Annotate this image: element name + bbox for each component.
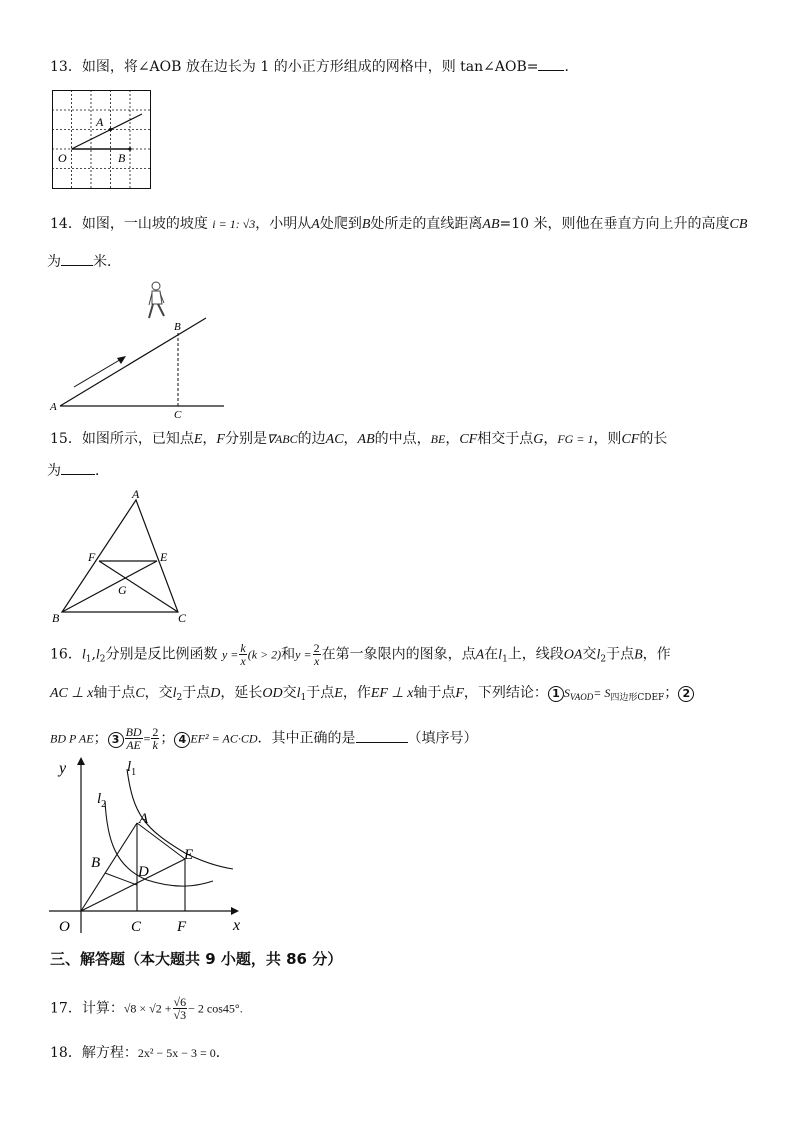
q15-answer-blank xyxy=(61,462,95,475)
q16-t6: 于点 xyxy=(606,646,635,663)
q17-expr1: √8 × √2 + xyxy=(123,1001,172,1016)
q18-text xyxy=(50,1044,230,1062)
q16-l2i: 轴于点 xyxy=(413,685,456,701)
q16-oa: OA xyxy=(563,647,583,663)
q14-t4: 处所走的直线距离 xyxy=(370,216,483,232)
q13-label-b: B xyxy=(118,151,126,165)
q16-f1-frac: $\frac{k}{x}$ xyxy=(240,641,246,668)
q16-t1: 分别是反比例函数 xyxy=(105,646,218,663)
q16-s1sub: VAOD xyxy=(569,692,594,702)
q15-number: 15． xyxy=(50,431,82,447)
q15-tri: ∇ABC xyxy=(266,432,298,446)
q16-ratio-frac: $\frac{BD}{AE}$ xyxy=(125,725,142,752)
q14-answer-blank xyxy=(61,253,93,266)
q16-ef: EF ⊥ x xyxy=(370,686,414,701)
q13-label-a: A xyxy=(96,115,104,129)
q16-l2f: 交 xyxy=(282,685,297,701)
q16-l1: l xyxy=(81,647,86,663)
q14-t3: 处爬到 xyxy=(319,216,362,232)
q17-number: 17． xyxy=(50,1000,82,1017)
q16-label-l2: $l_2$ xyxy=(97,791,107,810)
q15-t1: 如图所示，已知点 xyxy=(81,431,194,447)
q15-cf: CF xyxy=(459,432,478,447)
q15-label-a: A xyxy=(132,487,140,501)
q13-label-o: O xyxy=(58,151,67,165)
q14-point-a: A xyxy=(311,217,320,232)
q16-and: 和 xyxy=(281,646,296,663)
q15-label-c: C xyxy=(178,611,187,625)
q15-be: BE xyxy=(430,432,446,446)
q16-ef2: EF² = AC·CD xyxy=(190,731,258,746)
q15-sep4: ， xyxy=(543,431,558,447)
q13-body: 如图，将∠AOB 放在边长为 1 的小正方形组成的网格中，则 tan∠AOB= xyxy=(81,59,539,75)
q16-l2j: ，下列结论： xyxy=(463,685,548,701)
q16-l2d: 于点 xyxy=(182,685,211,701)
q16-label-l1: $l_1$ xyxy=(127,759,137,778)
q16-curve-l2 xyxy=(105,801,213,886)
q15-post: ． xyxy=(95,463,109,479)
q16-text-line1: 16．$l_1,l_2$分别是反比例函数 y = $\frac{k}{x}$ (k > 2)和y = $\frac{2}{x}$ 在第一象限内的图象，点A在$l_1$上，线段OA交$l_2$于点B，作 xyxy=(50,641,671,668)
q16-semi1: ； xyxy=(664,685,679,701)
q16-label-c: C xyxy=(131,919,142,935)
q15-cf2: CF xyxy=(621,432,640,447)
q16-t2: 在第一象限内的图象，点 xyxy=(321,646,476,663)
q16-req: = xyxy=(143,731,151,746)
q13-answer-blank xyxy=(538,58,564,71)
q15-sep1: ， xyxy=(202,431,217,447)
q16-number: 16． xyxy=(50,646,82,663)
q16-l2: l xyxy=(95,647,100,663)
q16-l2b: 轴于点 xyxy=(93,685,136,701)
q15-ac: AC xyxy=(325,432,344,447)
q15-ab: AB xyxy=(357,432,375,447)
q16-s2sub: 四边形CDEF xyxy=(610,693,665,703)
q15-label-f: F xyxy=(88,550,96,564)
q14-t1: 如图，一山坡的坡度 xyxy=(81,216,208,232)
q16-label-x: x xyxy=(233,917,241,934)
q13-grid-figure xyxy=(52,90,152,190)
q16-s1: S xyxy=(563,686,570,700)
q14-t2: ，小明从 xyxy=(255,216,312,232)
q15-t3: 的边 xyxy=(297,431,326,447)
q14-slope: i = 1: √3 xyxy=(212,217,256,231)
q16-ratio2-frac: $\frac{2}{k}$ xyxy=(152,725,159,752)
q14-label-a: A xyxy=(50,401,57,413)
q14-point-b: B xyxy=(361,217,371,232)
q15-sep3: ， xyxy=(445,431,460,447)
q15-t7: 的长 xyxy=(639,431,668,447)
q16-text-line2: AC ⊥ x轴于点C，交$l_2$于点D，延长OD交$l_1$于点E，作EF ⊥ x轴于点F，下列结论： 1 $S_{VAOD}= S_{四边形CDEF}$； 2 xyxy=(50,684,694,707)
q16-label-d: D xyxy=(138,864,149,880)
q16-label-y: y xyxy=(59,760,67,777)
q14-slope-line xyxy=(60,318,206,406)
q13-ray-oa xyxy=(72,114,143,149)
q14-cb: CB xyxy=(729,217,748,232)
q16-label-a: A xyxy=(139,811,149,827)
circled-4-icon: 4 xyxy=(174,732,190,748)
q16-e: E xyxy=(334,686,343,701)
q16-l2c: ，交 xyxy=(144,685,173,701)
q16-text-line3 xyxy=(50,726,478,751)
q16-answer-blank xyxy=(356,730,408,743)
q16-f2-pre: y = xyxy=(295,647,312,662)
q16-a: A xyxy=(475,647,485,663)
q15-t2: 分别是 xyxy=(224,431,267,447)
circled-3-icon: 3 xyxy=(108,732,124,748)
q16-f: F xyxy=(455,686,464,701)
q16-od: OD xyxy=(262,686,283,701)
q15-f: F xyxy=(216,432,225,447)
q15-t4: 的中点， xyxy=(374,431,431,447)
q17-expr2: − 2 cos45° xyxy=(188,1001,240,1016)
q16-l2e: ，延长 xyxy=(220,685,263,701)
q14-post: 米． xyxy=(93,254,121,270)
q16-t3: 在 xyxy=(484,646,499,663)
q17-label: 计算： xyxy=(81,1000,124,1017)
walker-figure xyxy=(149,282,164,318)
q16-label-f: F xyxy=(177,919,187,935)
q15-pre: 为 xyxy=(47,463,61,479)
q16-t5: 交 xyxy=(582,646,597,663)
q16-l2g: 于点 xyxy=(306,685,335,701)
q13-text xyxy=(50,58,578,76)
q18-number: 18． xyxy=(50,1045,82,1061)
q16-c: C xyxy=(135,686,145,701)
q15-t6: ，则 xyxy=(593,431,622,447)
q16-graph-figure xyxy=(45,755,245,935)
q15-label-e: E xyxy=(160,550,168,564)
q16-l3c: （填序号） xyxy=(407,730,478,747)
q17-end: . xyxy=(239,1001,243,1016)
q17-frac: $\frac{√6}{√3}$ xyxy=(173,995,187,1022)
q16-f1-cond: (k > 2) xyxy=(247,647,282,662)
q15-sep2: ， xyxy=(343,431,358,447)
q18-label: 解方程： xyxy=(81,1045,138,1061)
q15-text-line1 xyxy=(50,430,667,449)
q15-g: G xyxy=(533,432,544,447)
q14-text-line1 xyxy=(50,215,747,234)
q16-label-e: E xyxy=(184,847,194,863)
q16-semi3: ； xyxy=(160,730,175,747)
q18-end: ． xyxy=(215,1045,230,1061)
q14-text-line2 xyxy=(47,253,121,271)
q14-t5: =10 米，则他在垂直方向上升的高度 xyxy=(499,216,730,232)
q16-label-o: O xyxy=(59,919,70,935)
q16-semi2: ； xyxy=(93,730,108,747)
q16-l3b: ．其中正确的是 xyxy=(257,730,356,747)
q16-t7: ，作 xyxy=(642,646,671,663)
q16-d: D xyxy=(210,686,221,701)
q14-pre: 为 xyxy=(47,254,61,270)
q14-slope-figure xyxy=(48,278,233,421)
q16-f2-frac: $\frac{2}{x}$ xyxy=(313,641,320,668)
q15-triangle-figure xyxy=(48,488,198,628)
q14-ab: AB xyxy=(482,217,500,232)
q15-label-g: G xyxy=(118,583,127,597)
q17-text xyxy=(50,996,243,1021)
q16-label-b: B xyxy=(91,855,101,871)
q15-e: E xyxy=(193,432,203,447)
q14-label-c: C xyxy=(174,409,182,421)
q16-f1-pre: y = xyxy=(221,647,239,662)
circled-2-icon: 2 xyxy=(678,686,694,702)
q15-text-line2 xyxy=(47,462,109,480)
q14-number: 14． xyxy=(50,216,82,232)
q16-l3a: BD P AE xyxy=(50,731,94,746)
q16-l2a: AC ⊥ x xyxy=(50,686,94,701)
q18-expr: 2x² − 5x − 3 = 0 xyxy=(137,1046,216,1060)
q16-l2h: ，作 xyxy=(342,685,371,701)
q15-label-b: B xyxy=(52,611,60,625)
q16-b: B xyxy=(634,647,643,663)
q13-number: 13． xyxy=(50,59,82,75)
q16-s2: = S xyxy=(593,686,611,700)
circled-1-icon: 1 xyxy=(548,686,564,702)
section-3-heading: 三、解答题（本大题共 9 小题，共 86 分） xyxy=(50,950,343,968)
q15-fg: FG = 1 xyxy=(557,432,594,446)
q15-t5: 相交于点 xyxy=(477,431,534,447)
q13-end: ． xyxy=(564,59,579,75)
q14-label-b: B xyxy=(174,321,181,333)
q16-t4: 上，线段 xyxy=(507,646,564,663)
